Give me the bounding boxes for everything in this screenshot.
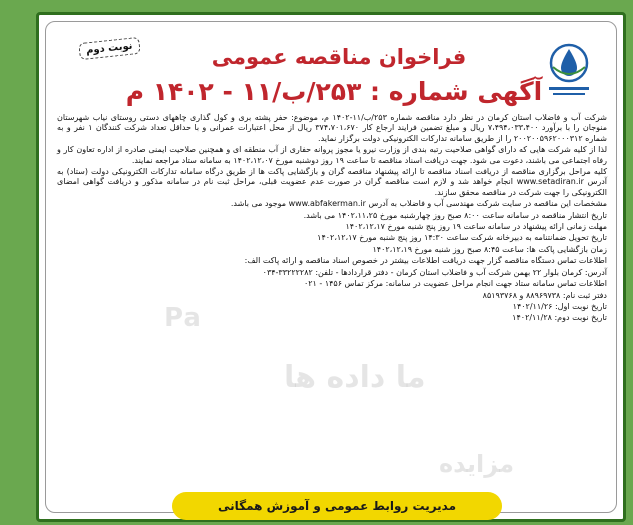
watermark-auction: مزایده: [439, 450, 515, 478]
paragraph-invitation: لذا از کلیه شرکت هایی که دارای گواهی صلاحیت رتبه بندی از وزارت نیرو یا مجوز پروانه حفاری از آب منطقه ای و همچنین صلاحیت ایمنی صادره از اداره تعاون کار و رفاه اجتماعی می باشند، دعوت می شود. جهت دریافت اسناد مناقصه تا ساعت ۱۹ روز دوشنبه مورخ ۱۴۰۲،۱۲،۰۷ به سامانه ستاد مراجعه نمایند.: [57, 145, 607, 165]
paragraph-setad-contact: اطلاعات تماس سامانه ستاد جهت انجام مراحل عضویت در سامانه: مرکز تماس ۱۴۵۶ - ۰۲۱: [303, 279, 607, 289]
footer-banner: مدیریت روابط عمومی و آموزش همگانی: [172, 492, 502, 520]
paragraph-procedure: کلیه مراحل برگزاری مناقصه از دریافت اسناد مناقصه تا ارائه پیشنهاد مناقصه گران و بازگشایی پاکت ها از طریق درگاه سامانه تدارکات الکترونیکی دولت (ستاد) به آدرس www.setadiran.ir انجام خواهد شد و لازم است مناقصه گران در صورت عدم عضویت قبلی، مراحل ثبت نام در سامانه مذکور و دریافت گواهی امضای الکترونیکی را جهت شرکت در مناقصه محقق سازند.: [57, 167, 607, 197]
watermark-latin: Pa: [164, 303, 202, 333]
notice-number: آگهی شماره : ۲۵۳/ب/۱۱ - ۱۴۰۲ م: [125, 77, 543, 106]
paragraph-first-round-date: تاریخ نوبت اول: ۱۴۰۲/۱۱/۲۶: [512, 301, 607, 311]
paragraph-address: آدرس: کرمان بلوار ۲۲ بهمن شرکت آب و فاضلاب استان کرمان - دفتر قراردادها - تلفن: ۳۳۲۲۲۲۸۲-۰۳۴: [262, 267, 607, 277]
paragraph-second-round-date: تاریخ نوبت دوم: ۱۴۰۲/۱۱/۲۸: [512, 313, 607, 323]
paragraph-website: مشخصات این مناقصه در سایت شرکت مهندسی آب و فاضلاب به آدرس www.abfakerman.ir موجود می باشد.: [230, 199, 607, 209]
paragraph-tender-description: شرکت آب و فاضلاب استان کرمان در نظر دارد مناقصه شماره ۲۵۳/ب/۱۱-۱۴۰۲ م، موضوع: حفر پشته بری و کول گذاری چاههای دستی روستای نیاب شهرستان منوجان را با برآورد ۷،۴۹۴،۰۳۳،۴۰۰ ریال و مبلغ تضمین فرایند ارجاع کار ۳۷۴،۷۰۱،۶۷۰ ریال از محل اعتبارات عمرانی و با حداقل تعداد شرکت کنندگان ۱ نفر و به شماره ۲۰۰۲۰۰۵۹۶۲۰۰۰۳۱۲ را از طریق سامانه تدارکات الکترونیکی دولت برگزار نماید.: [57, 113, 608, 143]
paragraph-guarantee-delivery: تاریخ تحویل ضمانتنامه به دبیرخانه شرکت ساعت ۱۴:۳۰ روز پنج شنبه مورخ ۱۴۰۲،۱۲،۱۷: [317, 233, 607, 243]
second-round-badge: نوبت دوم: [78, 37, 140, 60]
paragraph-submission-deadline: مهلت زمانی ارائه پیشنهاد در سامانه ساعت ۱۹ روز پنج شنبه مورخ ۱۴۰۲،۱۲،۱۷: [345, 222, 607, 232]
page-title: فراخوان مناقصه عمومی: [211, 45, 467, 69]
paragraph-opening-time: زمان بازگشایی پاکت ها: ساعت ۸:۴۵ صبح روز شنبه مورخ ۱۴۰۲،۱۲،۱۹: [372, 244, 607, 254]
notice-body: [57, 113, 607, 325]
watermark-persian: ما داده ها: [284, 360, 426, 395]
paragraph-contact-info: اطلاعات تماس دستگاه مناقصه گزار جهت دریافت اطلاعات بیشتر در خصوص اسناد مناقصه و ارائه پاکت الف:: [244, 256, 607, 266]
paragraph-publish-date: تاریخ انتشار مناقصه در سامانه ساعت ۸:۰۰ صبح روز چهارشنبه مورخ ۱۴۰۲،۱۱،۲۵ می باشد.: [303, 210, 607, 220]
paragraph-registration-office: دفتر ثبت نام: ۸۸۹۶۹۷۳۸ و ۸۵۱۹۳۷۶۸: [482, 290, 607, 300]
notice-sheet: [36, 12, 626, 522]
